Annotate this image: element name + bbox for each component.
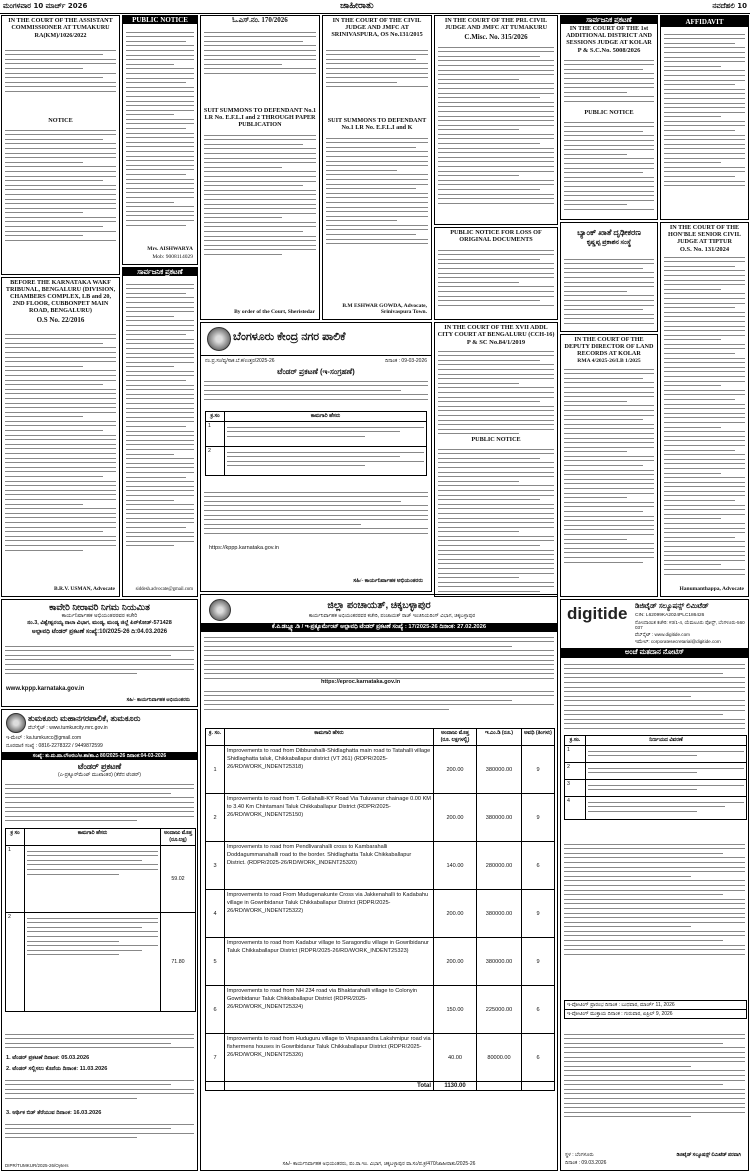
kavery-title: ಕಾವೇರಿ ನೀರಾವರಿ ನಿಗಮ ನಿಯಮಿತ [49, 602, 150, 612]
affidavit-title: AFFIDAVIT [661, 16, 748, 27]
table-row [206, 842, 555, 890]
tumkur-date-c: 3. ಆರ್ಥಿಕ ಬಿಡ್ ತೆರೆಯುವ ದಿನಾಂಕ: 16.03.2026 [6, 1110, 102, 1116]
tumkur-date-b: 2. ಟೆಂಡರ್ ಸಲ್ಲಿಸಲು ಕೊನೆಯ ದಿನಾಂಕ: 11.03.2026 [6, 1066, 108, 1072]
digitide-th-sl: ಕ್ರ.ಸಂ. [565, 736, 586, 746]
tumkur-email: ಇ-ಮೇಲ್ : ka.tumkurcc@gmail.com [6, 735, 82, 741]
zp-cell-name: Improvements to road from NH 234 road via Bhaktarahalli village to Colonyin Gowribidanur Taluk Chikkaballapur District (RDPR/2025-26/RD/WORK_INDENT25324) [225, 986, 434, 1034]
header-date: ಮಂಗಳವಾರ 10 ಮಾರ್ಚ್ 2026 [3, 2, 88, 10]
digitide-place: ಸ್ಥಳ : ಬೆಂಗಳೂರು [565, 1152, 594, 1158]
zp-cell-est: 200.00 [434, 746, 477, 794]
zp-th-name: ಕಾಮಗಾರಿ ಹೆಸರು [225, 729, 434, 746]
tumkur-date-a: 1. ಟೆಂಡರ್ ಪ್ರಕಟಣೆ ದಿನಾಂಕ: 05.03.2026 [6, 1055, 90, 1061]
bbmp-title: ಬೆಂಗಳೂರು ಕೇಂದ್ರ ನಗರ ಪಾಲಿಕೆ [233, 331, 346, 343]
kavery-sign: ಸಹಿ/- ಕಾರ್ಯನಿರ್ವಾಹಕ ಅಭಿಯಂತರರು [126, 698, 190, 703]
tumkur-notice-sub: (ಎ-ಪ್ರಕ್ಯೂರ್‌ಮೆಂಟ್ ಮುಖಾಂತರ) (ತೆರೆದ ಟೆಂಡರ್) [58, 772, 141, 778]
bbmp-notice: ಟೆಂಡರ್ ಪ್ರಕಟಣೆ (ಇ-ಸಂಗ್ರಹಣೆ) [277, 367, 355, 376]
table-row [206, 1034, 555, 1082]
court-summons-box [200, 15, 320, 320]
summons-title-2: SUIT SUMMONS TO DEFENDANT No.1 LR No. E.F.L.I and K [327, 117, 427, 131]
zp-cell-emd: 380000.00 [477, 890, 522, 938]
tiptur-title: IN THE COURT OF THE HON'BLE SENIOR CIVIL JUDGE AT TIPTUR [668, 224, 741, 245]
digitide-th-desc: ನಿರ್ಣಯದ ವಿವರಣೆ [586, 736, 747, 746]
tumkur-th-name: ಕಾಮಗಾರಿ ಹೆಸರು [25, 829, 161, 846]
tumkur-web: ವೆಬ್‌ಸೈಟ್ : www.tumkurcity.mrc.gov.in [28, 725, 108, 731]
evoting-start: ಇ-ವೋಟಿಂಗ್ ಪ್ರಾರಂಭ ದಿನಾಂಕ : ಬುಧವಾರ, ಮಾರ್ಚ್ 11, 2026 [565, 1001, 747, 1010]
waqf-title: BEFORE THE KARNATAKA WAKF TRIBUNAL, BENGALURU (DIVISION, CHAMBERS COMPLEX, LB and 20, 2ND FLOOR, CUBBONPET MAIN ROAD, BENGALURU) [5, 279, 116, 314]
table-row [206, 890, 555, 938]
tumkur-phone: ದೂರವಾಣಿ ಸಂಖ್ಯೆ : 0816-2278322 / 9449872599 [6, 743, 103, 749]
court-title-srinivaspura: IN THE COURT OF THE CIVIL JUDGE AND JMFC AT SRINIVASPURA, OS No.131/2015 [331, 17, 423, 38]
zp-total-row [206, 1082, 555, 1091]
zp-cell-period: 6 [522, 842, 555, 890]
zp-title: ಜಿಲ್ಲಾ ಪಂಚಾಯತ್, ಚಿಕ್ಕಬಳ್ಳಾಪುರ [327, 600, 431, 611]
public-notice-phone: Mob: 9008114029 [152, 254, 193, 260]
lost-sub: ಕೃಷ್ಣಪ್ಪ ಪ್ರಕಾಶನ ಸಂಸ್ಥೆ [586, 239, 632, 246]
kolar-case: P & S.C.No. 5008/2026 [577, 47, 641, 54]
zp-th-est: ಅಂದಾಜು ಮೊತ್ತ (ರೂ. ಲಕ್ಷಗಳಲ್ಲಿ) [434, 729, 477, 746]
lost-account-notice [560, 222, 658, 332]
evoting-end: ಇ-ವೋಟಿಂಗ್ ಮುಕ್ತಾಯ ದಿನಾಂಕ : ಗುರುವಾರ, ಏಪ್ರಿಲ್ 9, 2026 [565, 1010, 747, 1019]
zp-cell-est: 200.00 [434, 938, 477, 986]
table-row [206, 986, 555, 1034]
zp-th-period: ಅವಧಿ (ತಿಂಗಳು) [522, 729, 555, 746]
court-title: IN THE COURT OF THE ASSISTANT COMMISSIONER AT TUMAKURU [8, 17, 113, 31]
zp-total-label: Total [225, 1082, 434, 1091]
tumkur-table [5, 828, 196, 1012]
zp-footer-id: ವಾ.ಸಂ/ಪ.ಕ್ರ/470/ಜಾಹೀರಾತು/2025-26 [406, 1161, 476, 1167]
kavery-tender: ಅಲ್ಪಾವಧಿ ಟೆಂಡರ್ ಪ್ರಕಟಣೆ ಸಂಖ್ಯೆ:10/2025-26 ದಿ:04.03.2026 [31, 629, 168, 635]
deputy-title: IN THE COURT OF THE DEPUTY DIRECTOR OF LAND RECORDS AT KOLAR [564, 336, 654, 357]
tumkur-notice: ಟೆಂಡರ್ ಪ್ರಕಟಣೆ [77, 762, 122, 771]
city-case: P & SC No.84/1/2019 [466, 339, 526, 346]
deputy-case: RMA 4/2025-26/LB 1/2025 [577, 358, 641, 364]
digitide-dates-table [564, 1000, 747, 1019]
public-notice-box [122, 15, 198, 265]
srinivaspura-court-box [322, 15, 432, 320]
zp-cell-emd: 225000.00 [477, 986, 522, 1034]
summons-title: SUIT SUMMONS TO DEFENDANT No.1 LR No. E.F.L.I and 2 THROUGH PAPER PUBLICATION [203, 107, 317, 128]
tumakuru-cmisc-box [434, 15, 558, 225]
loss-documents-notice [434, 227, 558, 320]
kolar-notice: PUBLIC NOTICE [584, 109, 634, 116]
table-row [206, 938, 555, 986]
zp-url[interactable]: https://eproc.karnataka.gov.in [321, 679, 401, 685]
zp-footer-sign: ಸಹಿ/- ಕಾರ್ಯನಿರ್ವಾಹಕ ಅಭಿಯಂತರರು, ಪಂ.ರಾ.ಇಂ. ವಿಭಾಗ, ಚಿಕ್ಕಬಳ್ಳಾಪುರ [282, 1161, 405, 1167]
bbmp-table: ಕ್ರ.ಸಂ ಕಾಮಗಾರಿ ಹೆಸರು 1 2 [205, 411, 427, 476]
zp-cell-name: Improvements to road from Dibburahalli-Shidlaghatta main road to Tatahalli village Shidlaghatta taluk, Chikkaballapur district (VT 261) (RDPR/2025-26/RD/WORK_INDENT25318) [225, 746, 434, 794]
summons-sign: By order of the Court, Sheristedar [234, 309, 315, 315]
table-row: 4 [565, 797, 747, 820]
tumkur-title: ತುಮಕೂರು ಮಹಾನಗರಪಾಲಿಕೆ, ತುಮಕೂರು [28, 714, 141, 723]
header-section: ಜಾಹೀರಾತು [340, 1, 374, 11]
digitide-addr: ನೋಂದಾಯಿತ ಕಚೇರಿ: #3/1-4, ಯೆಮಲೂರು ಪೋಸ್ಟ್, ಬೆಂಗಳೂರು-560 037 [635, 620, 745, 630]
tiptur-sign: Hanumanthappa, Advocate [679, 586, 744, 592]
zp-cell-sl: 5 [206, 938, 225, 986]
bbmp-date: ದಿನಾಂಕ : 09-03-2026 [385, 358, 427, 364]
zp-footer [201, 1161, 557, 1167]
digitide-logo: digitide [567, 604, 628, 623]
waqf-tribunal-notice [1, 277, 120, 597]
bbmp-emblem-icon [207, 327, 231, 351]
deputy-director-box [560, 334, 658, 597]
zp-total-value: 1130.00 [434, 1082, 477, 1091]
digitide-box [560, 599, 749, 1171]
zp-cell-name: Improvements to road From Mudugenakunte Cross via Jakkenahalli to Kadabahu village in Gowribidanur Taluk Chikkaballapur District (RDPR/2025-26/RD/WORK_INDENT25322) [225, 890, 434, 938]
zp-cell-sl: 1 [206, 746, 225, 794]
zp-cell-est: 200.00 [434, 890, 477, 938]
zp-cell-period: 9 [522, 794, 555, 842]
header-page: ನವದೆಹಲಿ 10 [712, 2, 747, 10]
tiptur-case: O.S. No. 131/2024 [679, 246, 730, 253]
kolar-court-title: IN THE COURT OF THE 1st ADDITIONAL DISTRICT AND SESSIONS JUDGE AT KOLAR [566, 25, 652, 46]
cmisc-court-title: IN THE COURT OF THE PRL CIVIL JUDGE AND JMFC AT TUMAKURU [444, 17, 548, 31]
bbmp-ref: ನಂ.ಪ್ರ.ಸಂ/ವ್ಯ/ಸಾಕ.ಬೆ.ಕ/ಉತ್ತರ/2025-26 [205, 358, 275, 364]
zp-table [205, 728, 555, 1091]
kavery-sub: ಕಾರ್ಯನಿರ್ವಾಹಕ ಅಭಿಯಂತರರವರ ಕಚೇರಿ [61, 613, 138, 619]
zp-cell-est: 140.00 [434, 842, 477, 890]
zp-cell-emd: 80000.00 [477, 1034, 522, 1082]
zp-subtitle: ಕಾರ್ಯನಿರ್ವಾಹಕ ಅಭಿಯಂತರರವರ ಕಚೇರಿ, ಪಂಚಾಯತ್ ರಾಜ್ ಇಂಜಿನಿಯರಿಂಗ್ ವಿಭಾಗ, ಚಿಕ್ಕಬಳ್ಳಾಪುರ [308, 613, 476, 619]
bbmp-portal-link[interactable]: https://kppp.karnataka.gov.in [209, 545, 279, 551]
table-row: 1 [565, 746, 747, 763]
bbmp-col-sl: ಕ್ರ.ಸಂ [206, 412, 225, 422]
zp-th-emd: ಇ.ಎಂ.ಡಿ (ರೂ.) [477, 729, 522, 746]
table-row [206, 746, 555, 794]
tumkur-tender-box [1, 709, 198, 1171]
zp-cell-est: 150.00 [434, 986, 477, 1034]
digitide-notice: ಅಂಚೆ ಮತದಾನ ನೋಟಿಸ್ [561, 648, 748, 658]
waqf-case: O.S No. 22/2016 [36, 316, 85, 324]
zp-cell-name: Improvements to road from Pendlivarahalli cross to Kambarahalli Doddagummanahalli road to the border. Shidlaghatta Taluk Chikkaballapur District. (RDPR/2025-26/RD/WORK_INDENT25320) [225, 842, 434, 890]
bbmp-col-name: ಕಾಮಗಾರಿ ಹೆಸರು [225, 412, 427, 422]
page-header [0, 0, 750, 14]
public-notice-title: PUBLIC NOTICE [123, 16, 197, 24]
zp-cell-emd: 380000.00 [477, 794, 522, 842]
tumkur-ref: ಸಂಖ್ಯೆ: ತು.ಮ.ಪಾ.ಲೆ/ಅರಬ/ಅ.ಶಾ/ಶಾ.ವಿ 80/2025-26 ದಿನಾಂಕ:04-03-2026 [2, 752, 197, 760]
city-notice: PUBLIC NOTICE [471, 436, 521, 443]
digitide-email: ಇಮೇಲ್: corporatesecretarial@digitide.com [635, 639, 721, 644]
tumkur-emblem-icon [6, 713, 26, 733]
tumkur-footer-id: DIPR/TUMKUR/2025-26/Oyters [5, 1163, 69, 1168]
zp-cell-emd: 380000.00 [477, 938, 522, 986]
table-row: 1 59.02 [6, 846, 196, 913]
table-row: 2 [565, 763, 747, 780]
zp-tender-box [200, 594, 558, 1171]
zp-cell-period: 9 [522, 746, 555, 794]
zp-cell-period: 6 [522, 1034, 555, 1082]
loss-documents-title: PUBLIC NOTICE FOR LOSS OF ORIGINAL DOCUMENTS [450, 229, 542, 243]
zp-th-sl: ಕ್ರ. ಸಂ. [206, 729, 225, 746]
zp-cell-sl: 7 [206, 1034, 225, 1082]
tumkur-th-sl: ಕ್ರ ಸಂ [6, 829, 25, 846]
zp-cell-name: Improvements to road from Kadabur village to Saragondlu village in Gowribidanur Taluk Chikkaballapur District (RDPR/2025-26/RD/WORK_INDENT25323) [225, 938, 434, 986]
zp-cell-name: Improvements to road from T. Gollahalli-KY Road Via Tuluvanur chainage 0.00 KM to 3.40 Km Chintamani Taluk Chikkaballapur District (RDPR/2025-26/RD/WORK_INDENT25150) [225, 794, 434, 842]
court-num: ಓ.ಎಸ್.ನಂ. 170/2026 [232, 16, 288, 24]
zp-cell-period: 6 [522, 986, 555, 1034]
city-court-box [434, 322, 558, 597]
zp-cell-sl: 2 [206, 794, 225, 842]
kolar-court-box [560, 15, 658, 220]
cmisc-case: C.Misc. No. 315/2026 [464, 33, 528, 41]
zp-cell-name: Improvements to road from Huduguru village to Virupasandra Lakshmipur road via fishermens houses in Gowribidanur Taluk Chikkaballapur District (RDPR/2025-26/RD/WORK_INDENT25326) [225, 1034, 434, 1082]
digitide-company: ಡಿಜಿಟೈಡ್ ಸಲ್ಯೂಷನ್ಸ್ ಲಿಮಿಟೆಡ್ [635, 603, 709, 610]
zp-cell-period: 9 [522, 938, 555, 986]
tiptur-court-box [660, 222, 749, 597]
bbmp-tender-box [200, 322, 432, 592]
table-row [206, 794, 555, 842]
court-case: RA(KM)/1026/2022 [34, 32, 87, 39]
lost-title: ಬ್ಯಾಂಕ್ ಖಾತೆ ದೃಢೀಕರಣ [577, 228, 641, 237]
affidavit-box [660, 15, 749, 220]
kavery-addr: ನಂ.3, ವಿಶ್ವೇಶ್ವರಯ್ಯ ನಾಲಾ ವಿಭಾಗ, ಮಂಡ್ಯ, ಮಂಡ್ಯ ಜಿಲ್ಲೆ ಪಿನ್‌ಕೋಡ್-571428 [27, 620, 172, 626]
zp-cell-est: 40.00 [434, 1034, 477, 1082]
kavery-url[interactable]: www.kppp.karnataka.gov.in [6, 686, 85, 692]
zp-cell-sl: 3 [206, 842, 225, 890]
public-notice-sign: Mrs. AISHWARYA [147, 246, 193, 252]
table-row: 2 71.80 [6, 913, 196, 1012]
srinivaspura-sign: B.M ESHWAR GOWDA, Advocate, Srinivaspura Town. [342, 303, 427, 315]
kavery-tender-box [1, 599, 198, 707]
kolar-kn-title: ಸಾರ್ವಜನಿಕ ಪ್ರಕಟಣೆ [561, 16, 657, 24]
table-row: 3 [565, 780, 747, 797]
digitide-web: ವೆಬ್‌ಸೈಟ್ : www.digitide.com [635, 632, 690, 637]
zp-cell-sl: 6 [206, 986, 225, 1034]
bbmp-footer: ಸಹಿ/- ಕಾರ್ಯನಿರ್ವಾಹಕ ಅಭಿಯಂತರರು [353, 578, 423, 584]
digitide-sign: ಡಿಜಿಟೈಡ್ ಸಲ್ಯೂಷನ್ಸ್ ಲಿಮಿಟೆಡ್ ಪರವಾಗಿ [676, 1153, 741, 1158]
digitide-table [564, 735, 747, 820]
zp-cell-emd: 280000.00 [477, 842, 522, 890]
kn-public-notice [122, 267, 198, 597]
digitide-date: ದಿನಾಂಕ : 09.03.2026 [565, 1160, 607, 1166]
notice-title: NOTICE [48, 117, 73, 124]
kn-notice-title: ಸಾರ್ವಜನಿಕ ಪ್ರಕಟಣೆ [123, 268, 197, 276]
zp-cell-sl: 4 [206, 890, 225, 938]
kn-notice-email: siddesh.advocate@gmail.com [135, 587, 193, 592]
zp-cell-emd: 380000.00 [477, 746, 522, 794]
court-notice-tumakuru [1, 15, 120, 275]
digitide-cin: CIN: L62099KA2024PLC186426 [635, 613, 705, 618]
waqf-sign: B.R.V. USMAN, Advocate [53, 586, 115, 592]
zp-cell-est: 200.00 [434, 794, 477, 842]
tumkur-th-amt: ಅಂದಾಜು ಮೊತ್ತ (ರೂ.ಲಕ್ಷ) [161, 829, 196, 846]
zp-cell-period: 9 [522, 890, 555, 938]
zp-notice-line: ಕೆ.ಪಿ.ಡಬ್ಲ್ಯೂ.ಡಿ / ಇ-ಪ್ರಕ್ಯೂರ್ಮೆಂಟ್ ಅಲ್ಪಾವಧಿ ಟೆಂಡರ್ ಪ್ರಕಟಣೆ ಸಂಖ್ಯೆ : 17/2025-26 ದಿನಾಂಕ: 27.02.2026 [201, 623, 557, 632]
city-court-title: IN THE COURT OF THE XVII ADDL CITY COURT AT BENGALURU (CCH-16) [437, 324, 555, 338]
